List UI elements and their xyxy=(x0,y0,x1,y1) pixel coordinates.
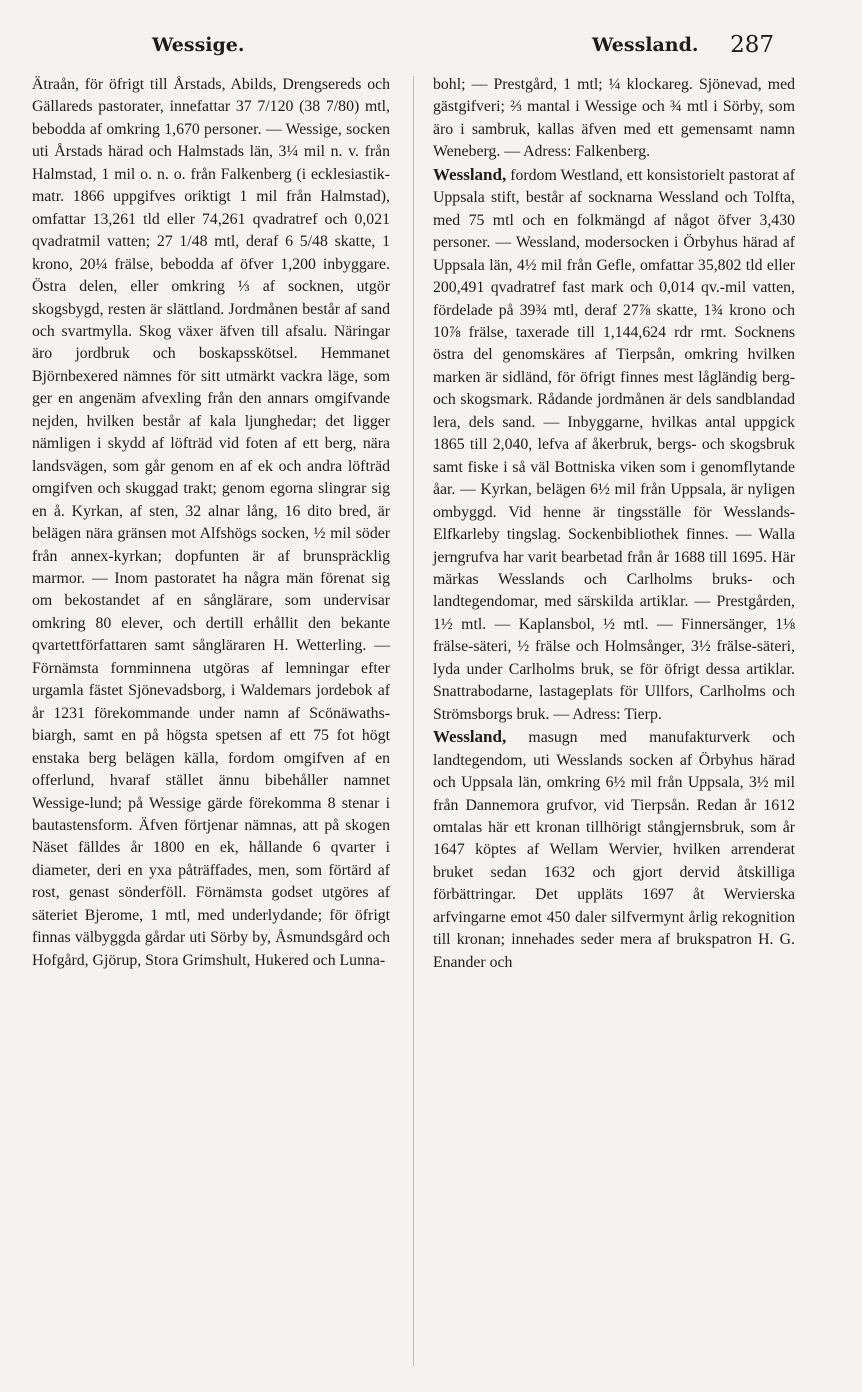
column-divider xyxy=(413,76,414,1366)
right-column xyxy=(433,74,795,974)
running-head-left: Wessige. xyxy=(152,34,245,56)
entry-wessige-continued: Ätraån, för öfrigt till Årstads, Abilds, Drengsereds och Gällareds pastorater, innefattar 37 7/120 (38 7/80) mtl, bebodda af omkring 1,670 personer. — Wessige, socken uti Årstads härad och Halmstads län, 3¼ mil n. v. från Halmstad, 1 mil o. n. o. från Falkenberg (i ecklesiastik-matr. 1866 uppgifves oriktigt 1 mil från Halmstad), omfattar 13,261 tld eller 74,261 qvadratref och 0,021 qvadratmil vatten; 27 1/48 mtl, deraf 6 5/48 skatte, 1 krono, 20¼ frälse, bebodda af öfver 1,200 inbyggare. Östra delen, eller omkring ⅓ af socknen, utgör skogsbygd, resten är slättland. Jordmånen består af sand och svartmylla. Skog växer äfven till afsalu. Näringar äro jordbruk och boskapsskötsel. Hemmanet Björnbexered nämnes för sitt utmärkt vackra läge, som ger en angenäm afvexling från den annars omgifvande nejden, hvilken består af kala ljunghedar; det ligger nämligen i skydd af löfträd vid foten af ett berg, nära landsvägen, som går genom en af ek och andra löfträd omgifven och skuggad trakt; genom egorna slingrar sig en å. Kyrkan, af sten, 32 alnar lång, 16 dito bred, är belägen nära gränsen mot Alfshögs socken, ½ mil söder från annex-kyrkan; dopfunten är af brunspräcklig marmor. — Inom pastoratet ha några män förenat sig om bekostandet af en sånglärare, som undervisar omkring 80 elever, och dertill erhållit den bekante qvartettförfattaren samt sångläraren H. Wetterling. — Förnämsta fornminnena utgöras af lemningar efter urgamla fästet Sjönevadsborg, i Waldemars jordebok af år 1231 förekommande under namn af Scönäwaths-biargh, samt en på högsta spetsen af ett 75 fot högt enstaka berg belägen källa, fordom omgifven af en offerlund, hvaraf stället ännu bibehåller namnet Wessige-lund; på Wessige gärde förekomma 8 stenar i bautastensform. Äfven förtjenar nämnas, att på skogen Näset fälldes år 1800 en ek, hållande 6 qvarter i diameter, deri en yxa påträffades, men, som förtärd af rost, genast sönderföll. Förnämsta godset utgöres af säteriet Bjerome, 1 mtl, med underlydande; för öfrigt finnas välbyggda gårdar uti Sörby by, Åsmundsgård och Hofgård, Gjörup, Stora Grimshult, Hukered och Lunna- xyxy=(32,76,390,969)
entry-text: masugn med manufakturverk och landtegendom, uti Wesslands socken af Örbyhus härad och Uppsala län, omkring 6½ mil från Uppsala, 3½ mil från Dannemora grufvor, vid Tierpsån. Redan år 1612 omtalas här ett kronan tillhörigt stångjernsbruk, som år 1647 köptes af Wellam Wervier, hvilken arrenderat bruket sedan 1632 och gjort dervid åtskilliga förbättringar. Det uppläts 1697 åt Wervierska arfvingarne emot 450 daler silfvermynt årlig rekognition till kronan; innehades seder mera af brukspatron H. G. Enander och xyxy=(433,729,795,971)
entry-text: fordom Westland, ett konsistorielt pastorat af Uppsala stift, består af socknarna Wessland och Tolfta, med 75 mtl och en folkmängd af något öfver 3,430 personer. — Wessland, modersocken i Örbyhus härad af Uppsala län, 4½ mil från Gefle, omfattar 35,802 tld eller 200,491 qvadratref fast mark och 0,014 qv.-mil vatten, fördelade på 39¾ mtl, deraf 27⅞ skatte, 1¾ krono och 10⅞ frälse, taxerade till 1,144,624 rdr rmt. Socknens östra del genomskäres af Tierpsån, omkring hvilken marken är sidländ, för öfrigt finnes mest lågländig berg- och skogsmark. Rådande jordmånen är dels sandblandad lera, dels sand. — Inbyggarne, hvilkas antal uppgick 1865 till 2,040, lefva af åkerbruk, bergs- och skogsbruk samt fiske i så väl Bottniska viken som i genomflytande åar. — Kyrkan, belägen 6½ mil från Uppsala, är nyligen ombyggd. Vid henne är tingsställe för Wesslands-Elfkarleby tingslag. Sockenbibliothek finnes. — Walla jerngrufva har varit bearbetad från år 1688 till 1695. Här märkas Wesslands och Carlholms bruks- och landtegendomar, med särskilda artiklar. — Prestgården, 1½ mtl. — Kaplansbol, ½ mtl. — Finnersänger, 1⅛ frälse-säteri, ½ frälse och Holmsånger, 3½ frälse-säteri, lyda under Carlholms bruk, se för öfrigt dessa artiklar. Snattrabodarne, lastageplats för Ullfors, Carlholms och Strömsborgs bruk. — Adress: Tierp. xyxy=(433,166,795,723)
entry-wessige-end: bohl; — Prestgård, 1 mtl; ¼ klockareg. Sjönevad, med gästgifveri; ⅔ mantal i Wessige och ¾ mtl i Sörby, som äro i sambruk, kallas äfven med ett gemensamt namn Weneberg. — Adress: Falkenberg. xyxy=(433,76,795,161)
headword: Wessland, xyxy=(433,727,507,747)
headword: Wessland, xyxy=(433,164,507,184)
left-column xyxy=(32,74,390,972)
entry-wessland-works xyxy=(433,726,795,974)
running-head-right: Wessland. xyxy=(592,34,699,56)
page-number: 287 xyxy=(730,32,774,58)
entry-wessland-parish xyxy=(433,164,795,726)
